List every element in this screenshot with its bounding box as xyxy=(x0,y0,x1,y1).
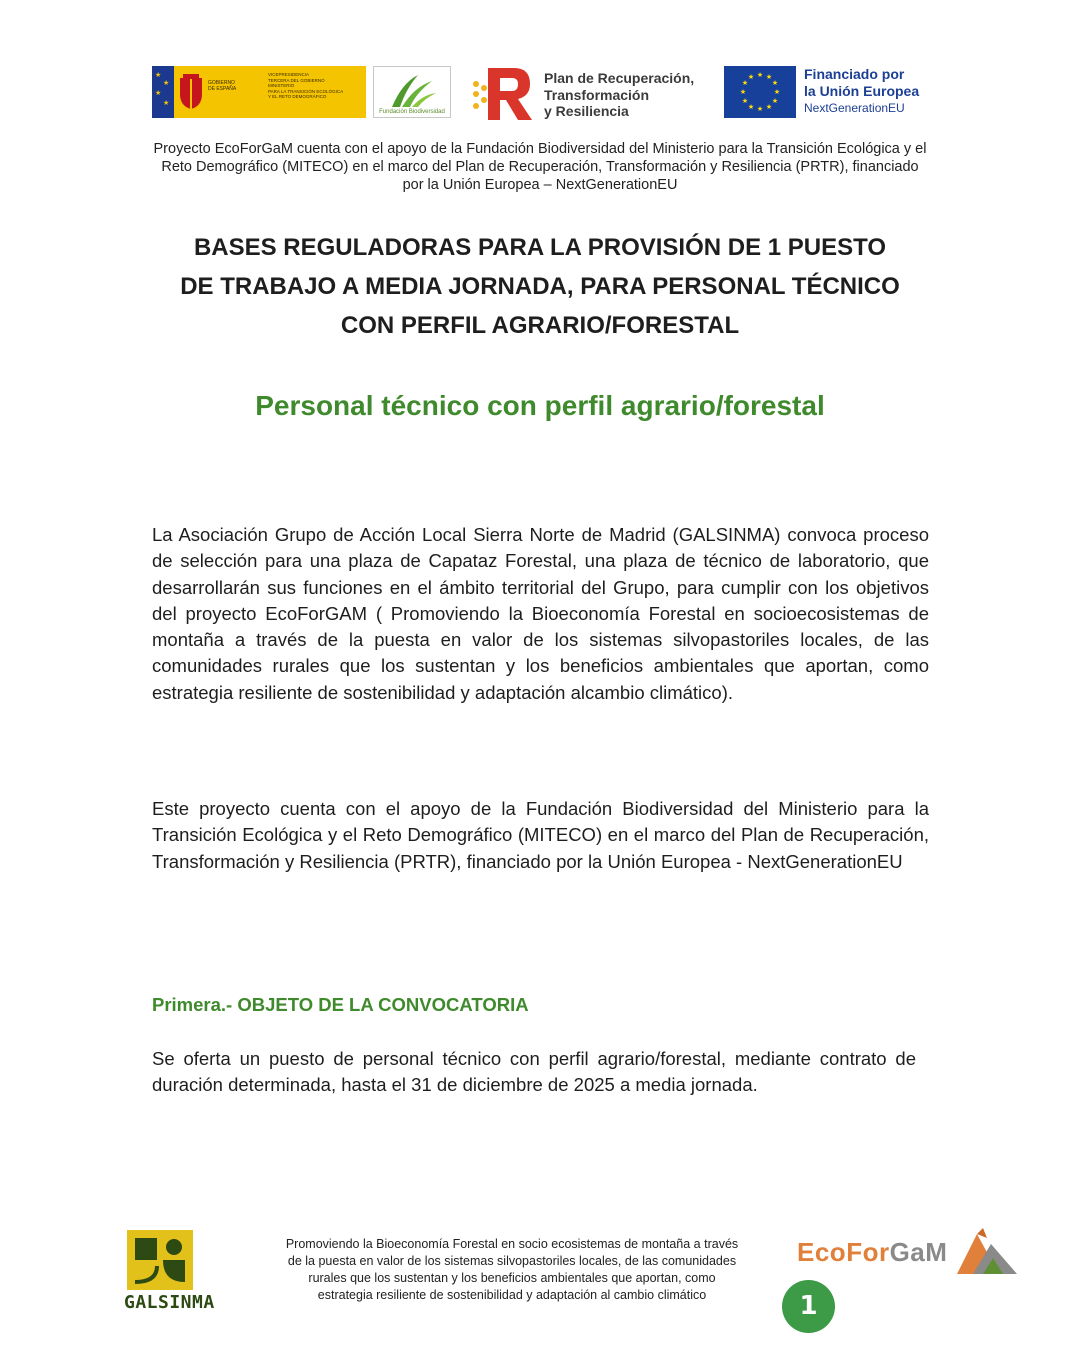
gobierno-espana-logo xyxy=(152,66,366,118)
coat-of-arms-icon xyxy=(178,74,204,110)
svg-text:★: ★ xyxy=(741,97,749,105)
eu-line3: NextGenerationEU xyxy=(804,101,905,115)
ministry-line2: TERCERA DEL GOBIERNO xyxy=(268,77,325,83)
title-line1: BASES REGULADORAS PARA LA PROVISIÓN DE 1 PUESTO xyxy=(193,234,887,261)
ministry-line3: MINISTERIO xyxy=(268,83,295,88)
section-primera-body: Se oferta un puesto de personal técnico con perfil agrario/forestal, mediante contrato de duración determinada, hasta el 31 de diciembre de 2025 a media jornada. xyxy=(152,1048,916,1096)
gov-line1: GOBIERNO xyxy=(208,80,235,86)
prtr-r-icon xyxy=(470,64,536,122)
prtr-line2: Transformación xyxy=(544,86,650,103)
footer-note-line1: Promoviendo la Bioeconomía Forestal en socio ecosistemas de montaña a través xyxy=(285,1237,739,1251)
page-number-badge[interactable]: 1 xyxy=(782,1280,835,1333)
svg-text:★: ★ xyxy=(771,79,779,87)
intro-paragraph: La Asociación Grupo de Acción Local Sierra Norte de Madrid (GALSINMA) convoca proceso de selección para una plaza de Capataz Forestal, una plaza de técnico de laboratorio, que desarrollarán sus funciones en el ámbito territorial del Grupo, para cumplir con los objetivos del proyecto EcoForGAM ( Promoviendo la Bioeconomía Forestal en socioecosistemas de montaña a través de la puesta en valor de los sistemas silvopastoriles locales, de las comunidades rurales que los sustentan y los beneficios ambientales que aportan, como estrategia resiliente de sostenibilidad y adaptación alcambio climático). xyxy=(152,524,929,703)
grass-icon xyxy=(388,73,438,109)
footer-note-line3: rurales que los sustentan y los beneficios ambientales que aportan, como xyxy=(308,1271,716,1285)
svg-text:★: ★ xyxy=(756,71,764,79)
ministry-line4: PARA LA TRANSICIÓN ECOLÓGICA xyxy=(268,88,344,94)
svg-text:★: ★ xyxy=(765,73,773,81)
footer-note-line2: de la puesta en valor de los sistemas silvopastoriles locales, de las comunidades xyxy=(287,1254,737,1268)
eu-line1: Financiado por xyxy=(804,66,905,82)
eco-part3: GaM xyxy=(889,1237,948,1267)
ministry-line1: VICEPRESIDENCIA xyxy=(268,72,310,77)
spain-flag-icon: ★ ★ ★ ★ xyxy=(152,66,174,118)
section-primera-title: Primera.- OBJETO DE LA CONVOCATORIA xyxy=(152,994,529,1015)
document-subtitle: Personal técnico con perfil agrario/forestal xyxy=(255,390,825,421)
funding-paragraph: Este proyecto cuenta con el apoyo de la Fundación Biodiversidad del Ministerio para la Transición Ecológica y el Reto Demográfico (MITECO) en el marco del Plan de Recuperación, Transformación y Resiliencia (PRTR), financiado por la Unión Europea - NextGenerationEU xyxy=(152,798,929,872)
galsinma-logo xyxy=(124,1228,215,1318)
ministry-line5: Y EL RETO DEMOGRÁFICO xyxy=(268,94,327,99)
footer-note-line4: estrategia resiliente de sostenibilidad y adaptación al cambio climático xyxy=(317,1288,707,1302)
svg-text:★: ★ xyxy=(741,79,749,87)
support-note: Proyecto EcoForGaM cuenta con el apoyo de la Fundación Biodiversidad del Ministerio para la Transición Ecológica y el Reto Demográfico (MITECO) en el marco del Plan de Recuperación, Transformación y Resiliencia (PRTR), financiado por la Unión Europea – NextGenerationEU xyxy=(153,141,927,193)
fundacion-biodiversidad-logo xyxy=(373,66,451,118)
eco-part2: For xyxy=(846,1237,890,1267)
svg-text:★: ★ xyxy=(739,88,747,96)
svg-text:★: ★ xyxy=(771,97,779,105)
plan-recuperacion-logo xyxy=(470,64,715,122)
svg-text:★: ★ xyxy=(756,105,764,113)
ecoforgam-logo xyxy=(797,1226,1021,1282)
galsinma-name: GALSINMA xyxy=(124,1292,215,1313)
union-europea-logo xyxy=(724,66,934,120)
gov-line2: DE ESPAÑA xyxy=(208,86,237,92)
svg-text:★: ★ xyxy=(765,103,773,111)
svg-text:★: ★ xyxy=(747,103,755,111)
mountain-icon xyxy=(955,1226,1019,1278)
svg-text:★: ★ xyxy=(773,88,781,96)
prtr-line3: y Resiliencia xyxy=(544,103,629,119)
eu-line2: la Unión Europea xyxy=(804,83,920,99)
eco-part1: Eco xyxy=(797,1237,847,1267)
title-line2: DE TRABAJO A MEDIA JORNADA, PARA PERSONAL TÉCNICO xyxy=(180,273,900,300)
svg-text:★: ★ xyxy=(747,73,755,81)
fb-logo-text: Fundación Biodiversidad xyxy=(379,109,445,115)
galsinma-emblem-icon xyxy=(127,1230,193,1290)
footer-note xyxy=(248,1236,776,1304)
eu-flag-icon xyxy=(724,66,796,118)
document-title xyxy=(140,228,940,345)
title-line3: CON PERFIL AGRARIO/FORESTAL xyxy=(340,312,740,339)
prtr-line1: Plan de Recuperación, xyxy=(544,70,695,86)
